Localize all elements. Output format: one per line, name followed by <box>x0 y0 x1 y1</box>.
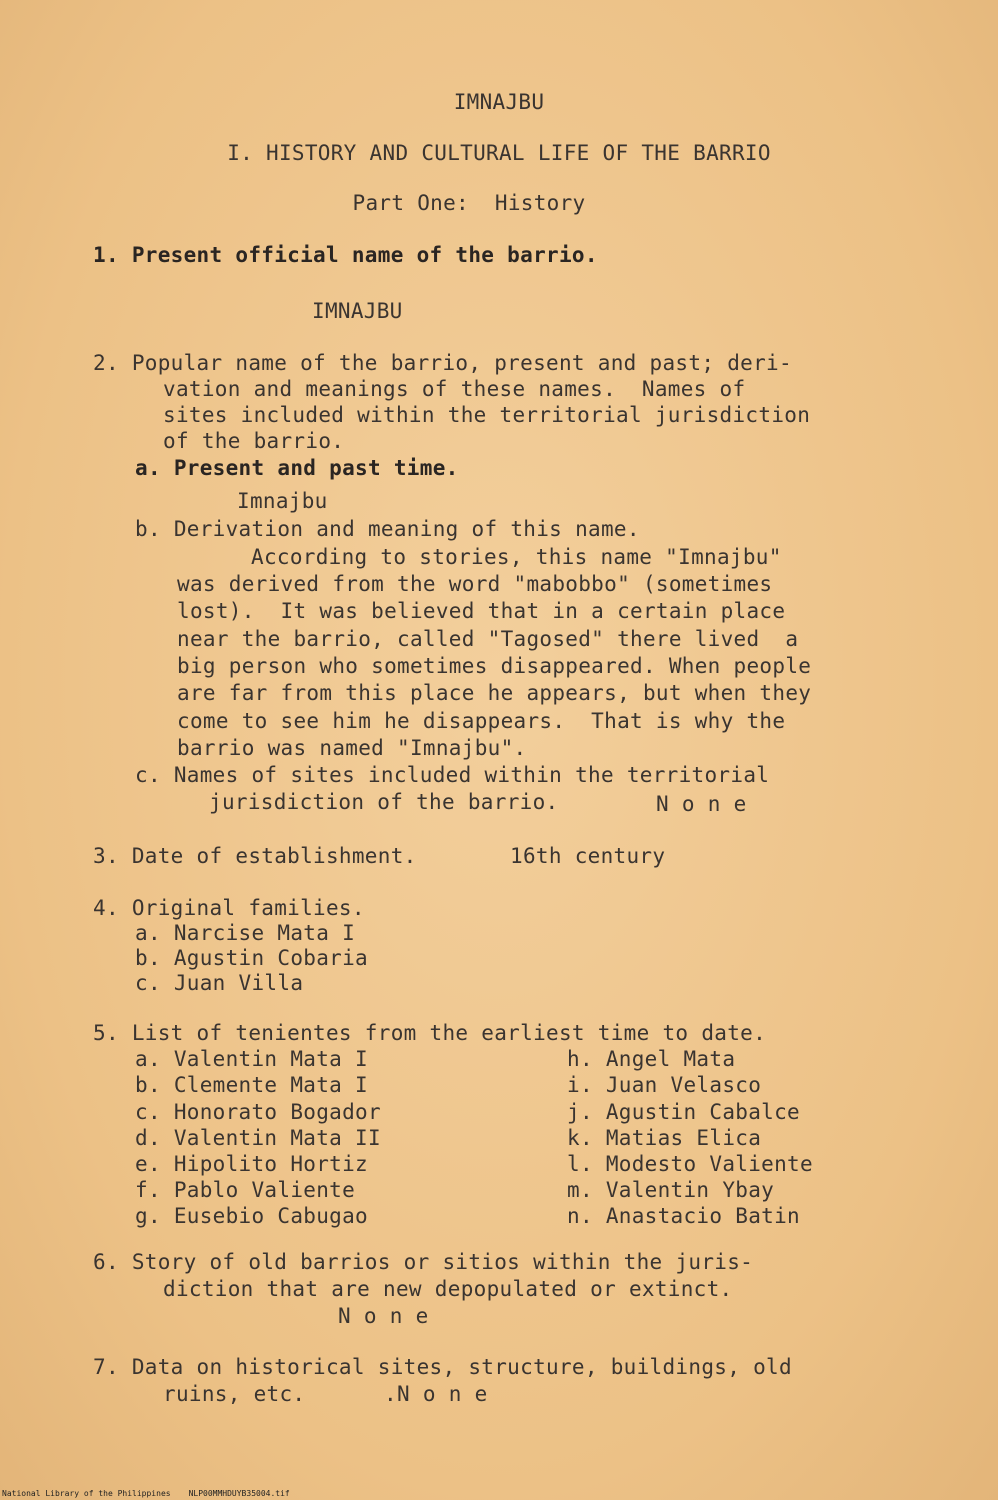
answer-2b-line: According to stories, this name "Imnajbu" <box>251 545 782 569</box>
teniente-item: b. Clemente Mata I <box>135 1073 368 1097</box>
teniente-item: l. Modesto Valiente <box>567 1152 813 1176</box>
scan-footer <box>2 1489 308 1499</box>
answer-7: .N o n e <box>384 1382 488 1406</box>
teniente-item: k. Matias Elica <box>567 1126 762 1150</box>
question-6: 6. Story of old barrios or sitios within the juris- <box>93 1250 754 1274</box>
teniente-item: m. Valentin Ybay <box>567 1178 775 1202</box>
question-6-line2: diction that are new depopulated or extinct. <box>163 1277 733 1301</box>
footer-filename: NLP00MMHDUYB35004.tif <box>188 1489 290 1498</box>
question-2-line: of the barrio. <box>163 429 345 453</box>
part-heading: Part One: History <box>352 191 586 215</box>
question-7: 7. Data on historical sites, structure, buildings, old <box>93 1355 792 1379</box>
teniente-item: e. Hipolito Hortiz <box>135 1152 368 1176</box>
answer-1: IMNAJBU <box>312 299 403 323</box>
answer-2b-line: are far from this place he appears, but when they <box>177 681 812 705</box>
teniente-item: n. Anastacio Batin <box>567 1204 800 1228</box>
answer-2b-line: big person who sometimes disappeared. When people <box>177 654 812 678</box>
question-5: 5. List of tenientes from the earliest time to date. <box>93 1021 767 1045</box>
teniente-item: a. Valentin Mata I <box>135 1047 368 1071</box>
question-2c-line2: jurisdiction of the barrio. <box>209 790 559 814</box>
teniente-item: i. Juan Velasco <box>567 1073 762 1097</box>
question-2c: c. Names of sites included within the territorial <box>135 763 770 787</box>
question-1: 1. Present official name of the barrio. <box>93 243 598 267</box>
question-7-line2: ruins, etc. <box>163 1382 306 1406</box>
teniente-item: c. Honorato Bogador <box>135 1100 381 1124</box>
teniente-item: f. Pablo Valiente <box>135 1178 356 1202</box>
question-2-line: sites included within the territorial jurisdiction <box>163 403 811 427</box>
family-item: b. Agustin Cobaria <box>135 946 368 970</box>
answer-2b-line: was derived from the word "mabobbo" (sometimes <box>177 572 773 596</box>
footer-library: National Library of the Philippines <box>2 1489 171 1498</box>
answer-6: N o n e <box>338 1304 429 1328</box>
question-2b: b. Derivation and meaning of this name. <box>135 517 640 541</box>
answer-2c: N o n e <box>656 792 747 816</box>
question-2-line: vation and meanings of these names. Names of <box>163 377 746 401</box>
question-3: 3. Date of establishment. <box>93 844 417 868</box>
answer-2b-line: near the barrio, called "Tagosed" there lived a <box>177 627 799 651</box>
answer-2b-line: barrio was named "Imnajbu". <box>177 736 527 760</box>
family-item: c. Juan Villa <box>135 971 304 995</box>
answer-2b-line: lost). It was believed that in a certain place <box>177 599 786 623</box>
answer-3: 16th century <box>510 844 666 868</box>
teniente-item: d. Valentin Mata II <box>135 1126 381 1150</box>
question-2a: a. Present and past time. <box>135 456 459 480</box>
answer-2a: Imnajbu <box>237 489 328 513</box>
document-title: IMNAJBU <box>453 90 545 114</box>
section-heading: I. HISTORY AND CULTURAL LIFE OF THE BARRIO <box>227 141 771 165</box>
question-2-line: 2. Popular name of the barrio, present and past; deri- <box>93 351 792 375</box>
answer-2b-line: come to see him he disappears. That is why the <box>177 709 786 733</box>
teniente-item: g. Eusebio Cabugao <box>135 1204 368 1228</box>
family-item: a. Narcise Mata I <box>135 921 356 945</box>
teniente-item: j. Agustin Cabalce <box>567 1100 800 1124</box>
teniente-item: h. Angel Mata <box>567 1047 736 1071</box>
question-4: 4. Original families. <box>93 896 365 920</box>
